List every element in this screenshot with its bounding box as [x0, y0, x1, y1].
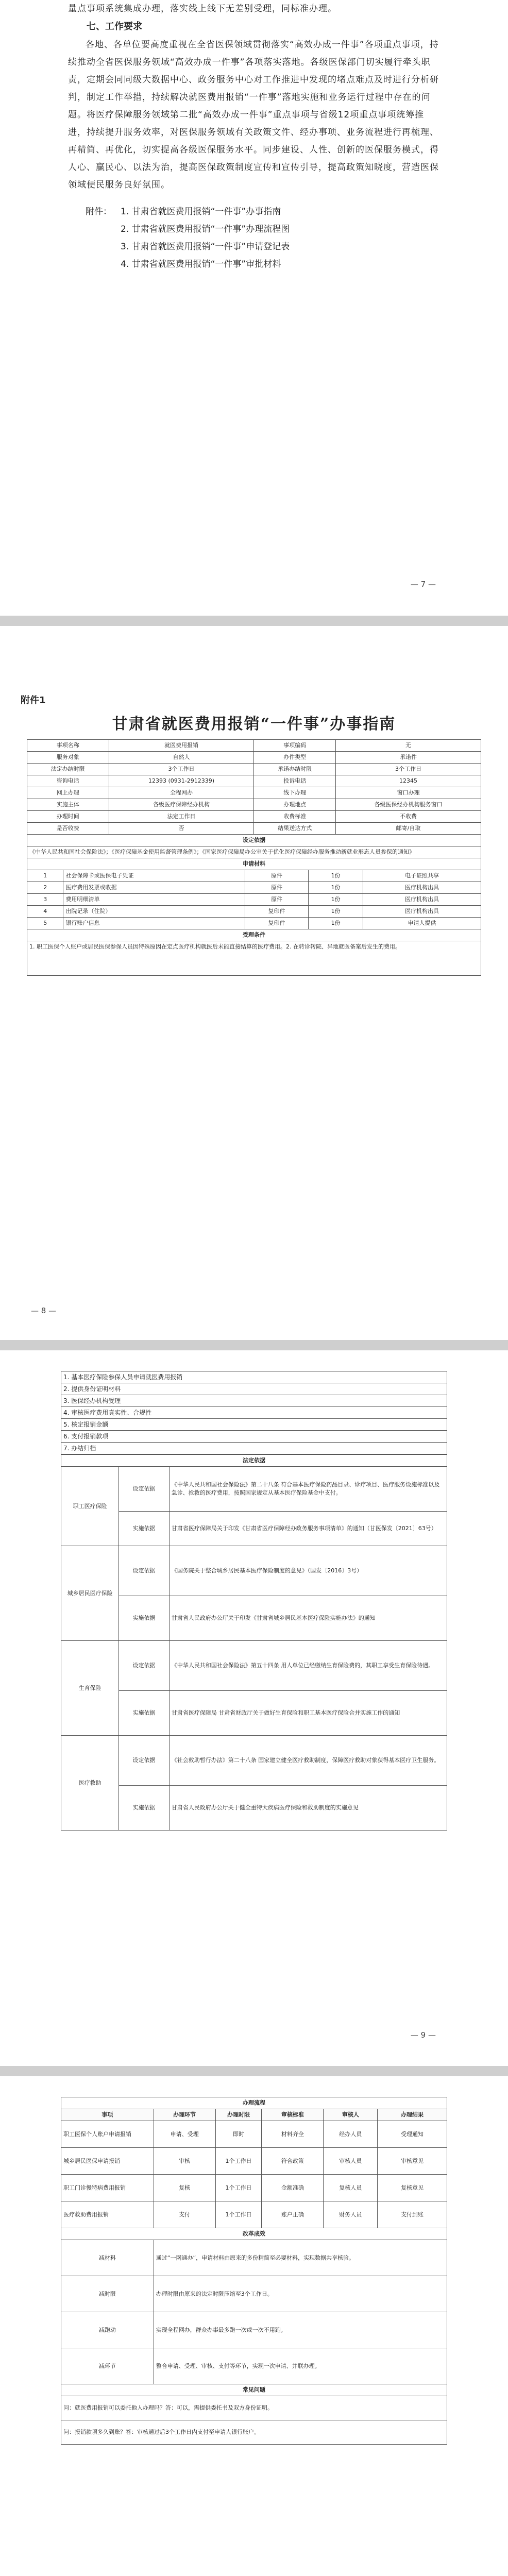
table-cell: 甘肃省人民政府办公厅关于印发《甘肃省城乡居民基本医疗保险实施办法》的通知	[169, 1596, 447, 1641]
table-cell: 结果送达方式	[254, 823, 336, 835]
table-cell: 费用明细清单	[63, 894, 245, 906]
guide-table-wrap	[27, 739, 481, 976]
lead-text: 量点事项系统集成办理，落实线上线下无差别受理，同标准办理。	[68, 4, 337, 14]
table-cell: 3个工作日	[336, 764, 481, 775]
table-row	[61, 2121, 447, 2148]
table-cell: 法定办结时限	[27, 764, 109, 775]
table-row	[27, 775, 481, 787]
section-heading: 受理条件	[27, 929, 481, 941]
table-cell: 原件	[245, 882, 308, 894]
table-row	[61, 2148, 447, 2175]
table-cell: 网上办理	[27, 787, 109, 799]
table-cell: 邮寄/自取	[336, 823, 481, 835]
table-cell: 收费标准	[254, 811, 336, 823]
page-number: — 8 —	[31, 1306, 57, 1315]
column-header: 办理环节	[154, 2109, 215, 2121]
section-heading: 法定依据	[61, 1455, 447, 1467]
table-cell: 事项名称	[27, 740, 109, 752]
table-row	[61, 1546, 447, 1596]
table-cell: 咨询电话	[27, 775, 109, 787]
table-cell: 甘肃省人民政府办公厅关于健全重特大疾病医疗保险和救助制度的实施意见	[169, 1786, 447, 1831]
table-cell: 医疗机构出具	[363, 906, 481, 918]
table-cell: 自然人	[109, 752, 254, 764]
law-section	[61, 1371, 447, 1831]
table-cell: 符合政策	[262, 2148, 324, 2175]
table-cell: 职工医疗保险	[61, 1467, 119, 1546]
table-cell: 复印件	[245, 906, 308, 918]
list-item: 4. 审核医疗费用真实性、合规性	[61, 1407, 447, 1419]
table-cell: 复核	[154, 2175, 215, 2201]
table-cell: 审核人员	[324, 2148, 378, 2175]
table-row	[61, 2312, 447, 2348]
table-cell: 银行账户信息	[63, 918, 245, 929]
table-cell: 1	[27, 870, 63, 882]
table-header-row	[61, 2109, 447, 2121]
document-title: 甘肃省就医费用报销“一件事”办事指南	[112, 715, 396, 733]
table-cell: 无	[336, 740, 481, 752]
table-cell: 承诺件	[336, 752, 481, 764]
table-cell: 就医费用报销	[109, 740, 254, 752]
table-cell: 医疗救助费用报销	[61, 2201, 154, 2228]
table-cell: 2	[27, 882, 63, 894]
table-cell: 各级医疗保障经办机构	[109, 799, 254, 811]
page-number: — 9 —	[410, 2030, 436, 2040]
document-page-7	[0, 0, 508, 616]
list-item: 1. 基本医疗保险参保人员申请就医费用报销	[61, 1371, 447, 1383]
attachment-item: 3. 甘肃省就医费用报销“一件事”申请登记表	[121, 242, 290, 252]
table-cell: 财务人员	[324, 2201, 378, 2228]
step-list	[61, 1371, 447, 1454]
table-cell: 办理时限由原来的法定时限压缩至3个工作日。	[154, 2276, 447, 2312]
table-cell: 通过“一网通办”，申请材料由原来的多份精简至必要材料，实现数据共享核验。	[154, 2240, 447, 2276]
table-cell: 4	[27, 906, 63, 918]
attachment-item: 1. 甘肃省就医费用报销“一件事”办事指南	[121, 207, 281, 217]
table-cell: 生育保险	[61, 1641, 119, 1736]
attachment-label: 附件1	[21, 695, 46, 706]
table-cell: 医疗救助	[61, 1736, 119, 1831]
table-row	[61, 1691, 447, 1736]
table-cell: 办理时间	[27, 811, 109, 823]
table-cell: 事项编码	[254, 740, 336, 752]
table-cell: 整合申请、受理、审核、支付等环节，实现一次申请、并联办理。	[154, 2348, 447, 2384]
document-page-9	[0, 1350, 508, 2066]
body-paragraph: 各地、各单位要高度重视在全省医保领域贯彻落实“高效办成一件事”各项重点事项，持续推动全省医保服务领域“高效办成一件事”各项落实落地。各级医保部门切实履行牵头职责，定期会同同级大数据中心、政务服务中心对工作推进中发现的堵点难点及时进行分析研判，制定工作举措，持续解决就医费用报销“一件事”落地实施和业务运行过程中存在的问题。将医疗保障服务领域第二批“高效办成一件事”重点事项与省级12项重点事项统筹推进，持续提升服务效率，对医保服务领域有关政策文件、经办事项、业务流程进行再梳理、再精简、再优化，切实提高各级医保服务水平。同步建设、人性、创新的医保服务模式，得人心、赢民心、以法为治，提高医保政策制度宣传和宣传引导，提高政策知晓度，营造医保领域便民服务良好氛围。	[68, 40, 439, 190]
list-item: 2. 提供身份证明材料	[61, 1383, 447, 1395]
table-row	[27, 811, 481, 823]
table-cell: 1份	[309, 882, 363, 894]
list-item: 7. 办结归档	[61, 1443, 447, 1454]
table-cell: 1份	[309, 906, 363, 918]
table-cell: 是否收费	[27, 823, 109, 835]
table-cell: 审核	[154, 2148, 215, 2175]
page-number: — 7 —	[410, 580, 436, 589]
table-cell: 法定工作日	[109, 811, 254, 823]
table-row	[61, 2175, 447, 2201]
table-cell: 支付	[154, 2201, 215, 2228]
table-row	[61, 1596, 447, 1641]
table-row	[27, 823, 481, 835]
list-item: 3. 医保经办机构受理	[61, 1395, 447, 1407]
table-row	[61, 2348, 447, 2384]
table-row	[61, 2240, 447, 2276]
table-row	[61, 1736, 447, 1786]
table-cell: 减环节	[61, 2348, 154, 2384]
table-cell: 原件	[245, 870, 308, 882]
table-cell: 线下办理	[254, 787, 336, 799]
table-cell: 甘肃省医疗保障局关于印发《甘肃省医疗保障经办政务服务事项清单》的通知（甘医保发〔2021〕63号）	[169, 1512, 447, 1546]
table-row	[61, 1641, 447, 1691]
table-cell: 设定依据	[119, 1467, 169, 1512]
section-heading: 办理流程	[61, 2097, 447, 2109]
table-cell: 投诉电话	[254, 775, 336, 787]
table-cell: 各级医保经办机构服务窗口	[336, 799, 481, 811]
table-cell: 受理通知	[378, 2121, 447, 2148]
faq-item: 问：报销款项多久到账？答：审核通过后3个工作日内支付至申请人银行账户。	[61, 2420, 447, 2445]
table-cell: 原件	[245, 894, 308, 906]
table-row	[27, 918, 481, 929]
table-cell: 服务对象	[27, 752, 109, 764]
table-cell: 不收费	[336, 811, 481, 823]
table-cell: 经办人员	[324, 2121, 378, 2148]
table-row	[61, 2201, 447, 2228]
column-header: 审核标准	[262, 2109, 324, 2121]
table-cell: 城乡居民医疗保险	[61, 1546, 119, 1641]
faq-item: 问：就医费用报销可以委托他人办理吗？答：可以，需提供委托书及双方身份证明。	[61, 2396, 447, 2420]
attachment-item: 2. 甘肃省就医费用报销“一件事”办理流程图	[121, 224, 290, 234]
table-row	[61, 2276, 447, 2312]
table-cell: 复核意见	[378, 2175, 447, 2201]
table-row	[27, 799, 481, 811]
table-row	[27, 752, 481, 764]
table-cell: 申请人提供	[363, 918, 481, 929]
table-cell: 承诺办结时限	[254, 764, 336, 775]
materials-table	[27, 870, 481, 976]
table-row	[61, 1467, 447, 1512]
table-cell: 出院记录（住院）	[63, 906, 245, 918]
table-cell: 1个工作日	[215, 2175, 262, 2201]
table-cell: 设定依据	[119, 1546, 169, 1596]
table-cell: 否	[109, 823, 254, 835]
section-heading: 申请材料	[27, 858, 481, 870]
table-cell: 减跑动	[61, 2312, 154, 2348]
table-cell: 职工医保个人账户申请报销	[61, 2121, 154, 2148]
attachment-item: 4. 甘肃省就医费用报销“一件事”审批材料	[121, 259, 281, 269]
notes-text: 1. 职工医保个人账户或居民医保参保人员因特殊原因在定点医疗机构就医后未能直接结算的医疗费用。2. 在转诊转院、异地就医备案后发生的费用。	[27, 941, 481, 976]
list-item: 6. 支付报销款项	[61, 1431, 447, 1443]
table-cell: 实施主体	[27, 799, 109, 811]
table-cell: 支付到账	[378, 2201, 447, 2228]
document-page-10	[0, 2076, 508, 2576]
table-cell: 1份	[309, 894, 363, 906]
table-row	[27, 870, 481, 882]
table-cell: 申请、受理	[154, 2121, 215, 2148]
table-cell: 即时	[215, 2121, 262, 2148]
table-cell: 设定依据	[119, 1736, 169, 1786]
column-header: 事项	[61, 2109, 154, 2121]
table-cell: 实施依据	[119, 1691, 169, 1736]
table-cell: 实施依据	[119, 1596, 169, 1641]
table-row	[27, 764, 481, 775]
attachment-list	[68, 203, 440, 273]
table-row	[61, 1786, 447, 1831]
table-cell: 办件类型	[254, 752, 336, 764]
table-cell: 甘肃省医疗保障局 甘肃省财政厅关于做好生育保险和职工基本医疗保险合并实施工作的通知	[169, 1691, 447, 1736]
table-cell: 账户正确	[262, 2201, 324, 2228]
table-cell: 《国务院关于整合城乡居民基本医疗保险制度的意见》（国发〔2016〕3号）	[169, 1546, 447, 1596]
table-row	[27, 787, 481, 799]
table-cell: 减时限	[61, 2276, 154, 2312]
list-item: 5. 核定报销金额	[61, 1419, 447, 1431]
section-heading: 改革成效	[61, 2228, 447, 2240]
table-cell: 1个工作日	[215, 2201, 262, 2228]
law-table	[61, 1454, 447, 1831]
table-cell: 实施依据	[119, 1512, 169, 1546]
guide-table	[27, 739, 481, 870]
attachment-label: 附件：	[86, 207, 112, 217]
table-cell: 设定依据	[119, 1641, 169, 1691]
table-cell: 《中华人民共和国社会保险法》第二十八条 符合基本医疗保险药品目录、诊疗项目、医疗服务设施标准以及急诊、抢救的医疗费用，按照国家规定从基本医疗保险基金中支付。	[169, 1467, 447, 1512]
table-cell: 医疗机构出具	[363, 882, 481, 894]
table-cell: 1个工作日	[215, 2148, 262, 2175]
table-cell: 办理地点	[254, 799, 336, 811]
table-cell: 《社会救助暂行办法》第二十八条 国家建立健全医疗救助制度，保障医疗救助对象获得基本医疗卫生服务。	[169, 1736, 447, 1786]
column-header: 审核人	[324, 2109, 378, 2121]
table-cell: 《中华人民共和国社会保险法》第五十四条 用人单位已经缴纳生育保险费的，其职工享受生育保险待遇。	[169, 1641, 447, 1691]
section-heading: 七、工作要求	[87, 21, 142, 32]
table-row	[27, 882, 481, 894]
table-cell: 复核人员	[324, 2175, 378, 2201]
table-cell: 复印件	[245, 918, 308, 929]
table-cell: 社会保障卡或医保电子凭证	[63, 870, 245, 882]
process-section	[61, 2097, 447, 2445]
table-cell: 减材料	[61, 2240, 154, 2276]
table-cell: 材料齐全	[262, 2121, 324, 2148]
table-row	[27, 906, 481, 918]
table-cell: 5	[27, 918, 63, 929]
table-cell: 电子证照共享	[363, 870, 481, 882]
section-heading: 设定依据	[27, 835, 481, 846]
document-page-8	[0, 626, 508, 1340]
table-cell: 12345	[336, 775, 481, 787]
table-cell: 1份	[309, 870, 363, 882]
table-cell: 审核意见	[378, 2148, 447, 2175]
table-cell: 窗口办理	[336, 787, 481, 799]
column-header: 办理结果	[378, 2109, 447, 2121]
table-cell: 金额准确	[262, 2175, 324, 2201]
basis-text: 《中华人民共和国社会保险法》；《医疗保障基金使用监督管理条例》；《国家医疗保障局办公室关于优化医疗保障经办服务推动新就业形态人员参保的通知》	[27, 846, 481, 858]
table-row	[61, 1512, 447, 1546]
table-cell: 医疗费用发票或收据	[63, 882, 245, 894]
table-cell: 城乡居民医保申请报销	[61, 2148, 154, 2175]
table-cell: 医疗机构出具	[363, 894, 481, 906]
column-header: 办理时限	[215, 2109, 262, 2121]
table-cell: 职工门诊慢特病费用报销	[61, 2175, 154, 2201]
table-cell: 实施依据	[119, 1786, 169, 1831]
table-cell: 全程网办	[109, 787, 254, 799]
process-table	[61, 2097, 447, 2445]
table-cell: 3个工作日	[109, 764, 254, 775]
table-row	[27, 740, 481, 752]
table-cell: 3	[27, 894, 63, 906]
table-cell: 1份	[309, 918, 363, 929]
table-row	[27, 894, 481, 906]
table-cell: 实现全程网办，群众办事最多跑一次或一次不用跑。	[154, 2312, 447, 2348]
table-cell: 12393 (0931-2912339)	[109, 775, 254, 787]
section-heading: 常见问题	[61, 2384, 447, 2396]
